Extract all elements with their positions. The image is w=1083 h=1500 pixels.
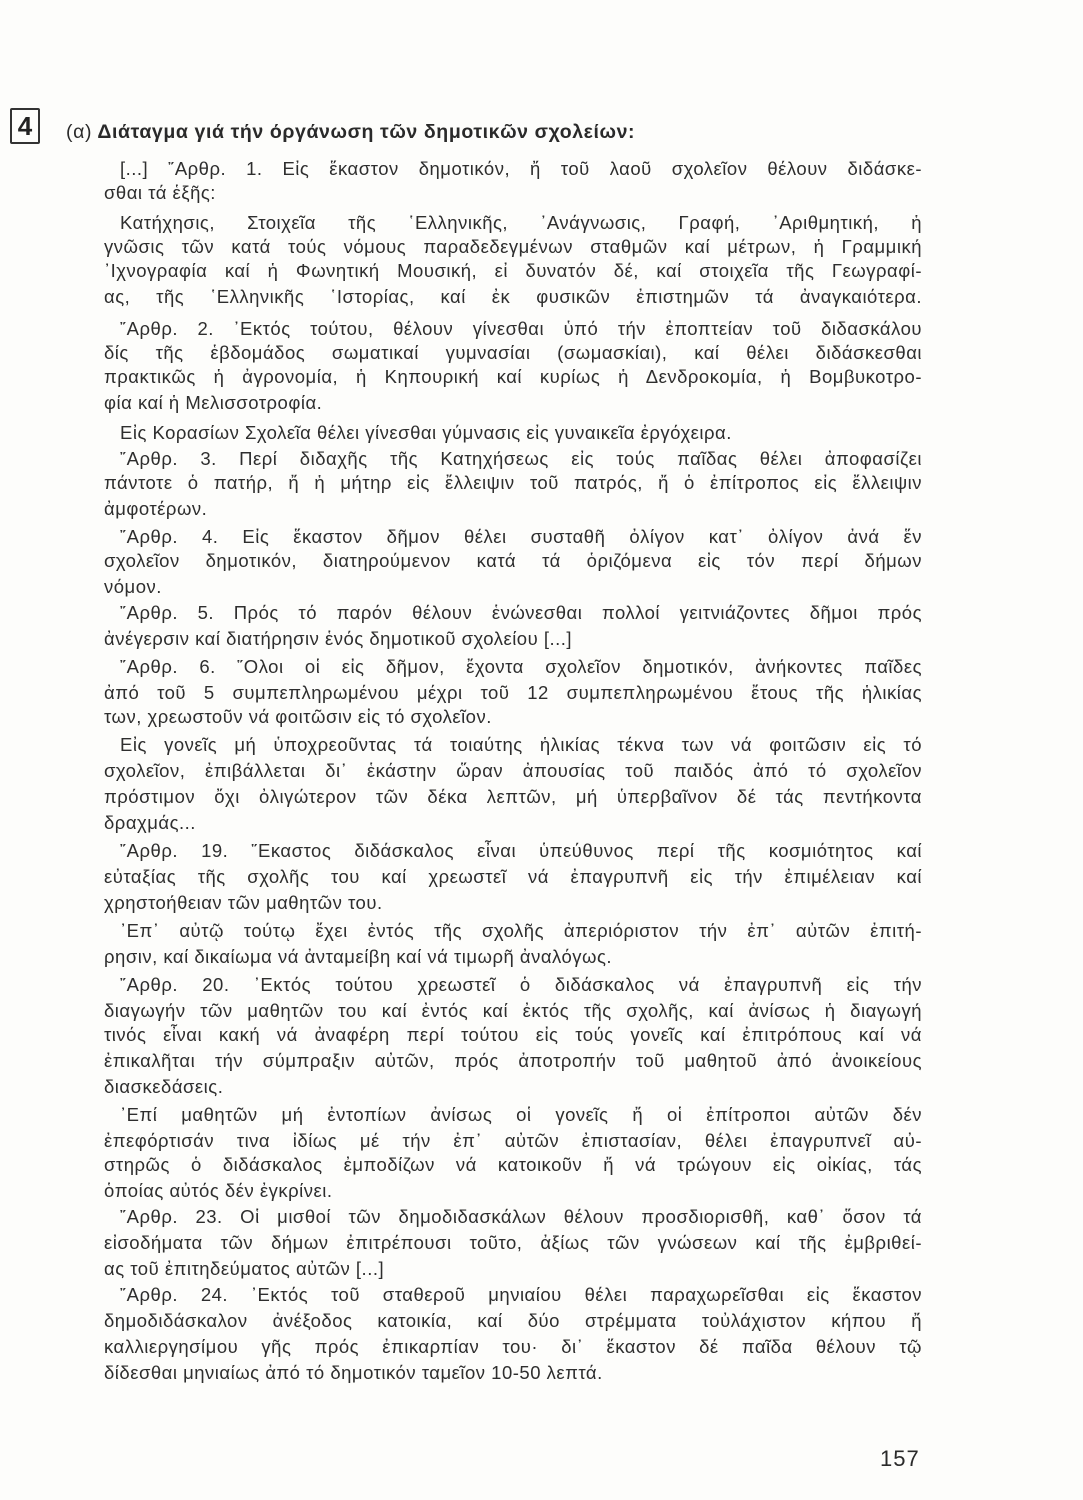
text-line: ρησιν, καί δικαίωμα νά ἀνταμείβη καί νά τιμωρῆ ἀναλόγως.	[104, 946, 613, 967]
text-line: φία καί ἡ Μελισσοτροφία.	[104, 392, 323, 413]
text-line: Εἰς Κορασίων Σχολεῖα θέλει γίνεσθαι γύμνασις εἰς γυναικεῖα ἐργόχειρα.	[120, 422, 732, 443]
text-line: διασκεδάσεις.	[104, 1076, 224, 1097]
text-line: ῎Αρθρ. 23. Οἱ μισθοί τῶν δημοδιδασκάλων θέλουν προσδιορισθῆ, καθ᾿ ὅσον τά	[120, 1206, 922, 1227]
text-line: ᾿Ιχνογραφία καί ἡ Φωνητική Μουσική, εἰ δυνατόν δέ, καί στοιχεῖα τῆς Γεωγραφί-	[104, 260, 922, 281]
subsection-label: (α)	[66, 121, 93, 143]
text-line: [...] ῎Αρθρ. 1. Εἰς ἕκαστον δημοτικόν, ἤ τοῦ λαοῦ σχολεῖον θέλουν διδάσκε-	[120, 158, 922, 179]
text-line: ῎Αρθρ. 2. ᾿Εκτός τούτου, θέλουν γίνεσθαι ὑπό τήν ἐποπτείαν τοῦ διδασκάλου	[120, 318, 922, 339]
text-line: ἐπικαλῆται τήν σύμπραξιν αὐτῶν, πρός ἀποτροπήν τοῦ μαθητοῦ ἀπό ἀνοικείους	[104, 1050, 922, 1071]
text-line: δραχμάς...	[104, 812, 196, 833]
text-line: σχολεῖον δημοτικόν, διατηρούμενον κατά τά ὁριζόμενα εἰς τόν περί δήμων	[104, 550, 922, 571]
text-line: των, χρεωστοῦν νά φοιτῶσιν εἰς τό σχολεῖον.	[104, 706, 492, 727]
text-line: σχολεῖον, ἐπιβάλλεται δι᾿ ἑκάστην ὥραν ἀπουσίας τοῦ παιδός ἀπό τό σχολεῖον	[104, 760, 922, 781]
text-line: τινός εἶναι κακή νά ἀναφέρη περί τούτου εἰς τούς γονεῖς καί ἐπιτρόπους καί νά	[104, 1024, 922, 1045]
text-line: ὁποίας αὐτός δέν ἐγκρίνει.	[104, 1180, 333, 1201]
text-line: ῎Αρθρ. 19. ῞Εκαστος διδάσκαλος εἶναι ὑπεύθυνος περί τῆς κοσμιότητος καί	[120, 840, 922, 861]
text-line: πρόστιμον ὄχι ὀλιγώτερον τῶν δέκα λεπτῶν, μή ὑπερβαῖνον δέ τάς πεντήκοντα	[104, 786, 922, 807]
section-number-badge: 4	[10, 108, 40, 144]
text-line: στηρῶς ὁ διδάσκαλος ἐμποδίζων νά κατοικοῦν ἤ νά τρώγουν εἰς οἰκίας, τάς	[104, 1154, 922, 1175]
text-line: ᾿Επ᾿ αὐτῷ τούτῳ ἔχει ἐντός τῆς σχολῆς ἀπεριόριστον τήν ἐπ᾿ αὐτῶν ἐπιτή-	[120, 920, 922, 941]
text-line: ῎Αρθρ. 3. Περί διδαχῆς τῆς Κατηχήσεως εἰς τούς παῖδας θέλει ἀποφασίζει	[120, 448, 922, 469]
text-line: ἀμφοτέρων.	[104, 498, 208, 519]
page-number: 157	[880, 1446, 920, 1471]
text-line: Εἰς γονεῖς μή ὑποχρεοῦντας τά τοιαύτης ἡλικίας τέκνα των νά φοιτῶσιν εἰς τό	[120, 734, 922, 755]
section-title: Διάταγμα γιά τήν όργάνωση τῶν δημοτικῶν σχολείων:	[97, 121, 636, 143]
text-line: ῎Αρθρ. 6. ῞Ολοι οἱ εἰς δῆμον, ἔχοντα σχολεῖον δημοτικόν, ἀνήκοντες παῖδες	[120, 656, 922, 677]
text-line: πρακτικῶς ἡ ἀγρονομία, ἡ Κηπουρική καί κυρίως ἡ Δενδροκομία, ἡ Βομβυκοτρο-	[104, 366, 922, 387]
text-line: ῎Αρθρ. 20. ᾿Εκτός τούτου χρεωστεῖ ὁ διδάσκαλος νά ἐπαγρυπνῆ εἰς τήν	[120, 974, 922, 995]
text-line: γνῶσις τῶν κατά τούς νόμους παραδεδεγμένων σταθμῶν καί μέτρων, ἡ Γραμμική	[104, 236, 922, 257]
text-line: χρηστοήθειαν τῶν μαθητῶν του.	[104, 892, 383, 913]
text-line: ᾿Επί μαθητῶν μή ἐντοπίων ἀνίσως οἱ γονεῖς ἤ οἱ ἐπίτροποι αὐτῶν δέν	[120, 1104, 922, 1125]
text-line: διαγωγήν τῶν μαθητῶν του καί ἐντός καί ἐκτός τῆς σχολῆς, καί ἀνίσως ἡ διαγωγή	[104, 1000, 922, 1021]
text-line: καλλιεργησίμου γῆς πρός ἐπικαρπίαν του· δι᾿ ἕκαστον δέ παῖδα θέλουν τῷ	[104, 1336, 922, 1357]
text-line: ας τοῦ ἐπιτηδεύματος αὐτῶν [...]	[104, 1258, 385, 1279]
text-line: ῎Αρθρ. 4. Εἰς ἕκαστον δῆμον θέλει συσταθῆ ὀλίγον κατ᾿ ὀλίγον ἀνά ἕν	[120, 526, 922, 547]
text-line: Κατήχησις, Στοιχεῖα τῆς ῾Ελληνικῆς, ᾿Ανάγνωσις, Γραφή, ᾿Αριθμητική, ἡ	[120, 212, 922, 233]
text-line: δίς τῆς ἑβδομάδος σωματικαί γυμνασίαι (σωμασκίαι), καί θέλει διδάσκεσθαι	[104, 342, 922, 363]
text-line: δημοδιδάσκαλον ἀνέξοδος κατοικία, καί δύο στρέμματα τοὐλάχιστον κήπου ἤ	[104, 1310, 922, 1331]
text-line: πάντοτε ὁ πατήρ, ἤ ἡ μήτηρ εἰς ἔλλειψιν τοῦ πατρός, ἤ ὁ ἐπίτροπος εἰς ἔλλειψιν	[104, 472, 922, 493]
text-line: ας, τῆς ῾Ελληνικῆς ῾Ιστορίας, καί ἐκ φυσικῶν ἐπιστημῶν τά ἀναγκαιότερα.	[104, 286, 922, 307]
text-line: δίδεσθαι μηνιαίως ἀπό τό δημοτικόν ταμεῖον 10-50 λεπτά.	[104, 1362, 603, 1383]
text-line: εἰσοδήματα τῶν δήμων ἐπιτρέπουσι τοῦτο, ἀξίως τῶν γνώσεων καί τῆς ἐμβριθεί-	[104, 1232, 922, 1253]
text-line: ῎Αρθρ. 24. ᾿Εκτός τοῦ σταθεροῦ μηνιαίου θέλει παραχωρεῖσθαι εἰς ἕκαστον	[120, 1284, 922, 1305]
text-line: σθαι τά ἑξῆς:	[104, 182, 216, 203]
text-line: ἀνέγερσιν καί διατήρησιν ἑνός δημοτικοῦ σχολείου [...]	[104, 628, 573, 649]
text-line: ἀπό τοῦ 5 συμπεπληρωμένου μέχρι τοῦ 12 συμπεπληρωμένου ἔτους τῆς ἡλικίας	[104, 682, 922, 703]
text-line: νόμον.	[104, 576, 162, 597]
text-line: εὐταξίας τῆς σχολῆς του καί χρεωστεῖ νά ἐπαγρυπνῆ εἰς τήν ἐπιμέλειαν καί	[104, 866, 922, 887]
text-line: ἐπεφόρτισάν τινα ἰδίως μέ τήν ἐπ᾿ αὐτῶν ἐπιστασίαν, θέλει ἐπαγρυπνεῖ αὐ-	[104, 1130, 922, 1151]
text-line: ῎Αρθρ. 5. Πρός τό παρόν θέλουν ἑνώνεσθαι πολλοί γειτνιάζοντες δῆμοι πρός	[120, 602, 922, 623]
